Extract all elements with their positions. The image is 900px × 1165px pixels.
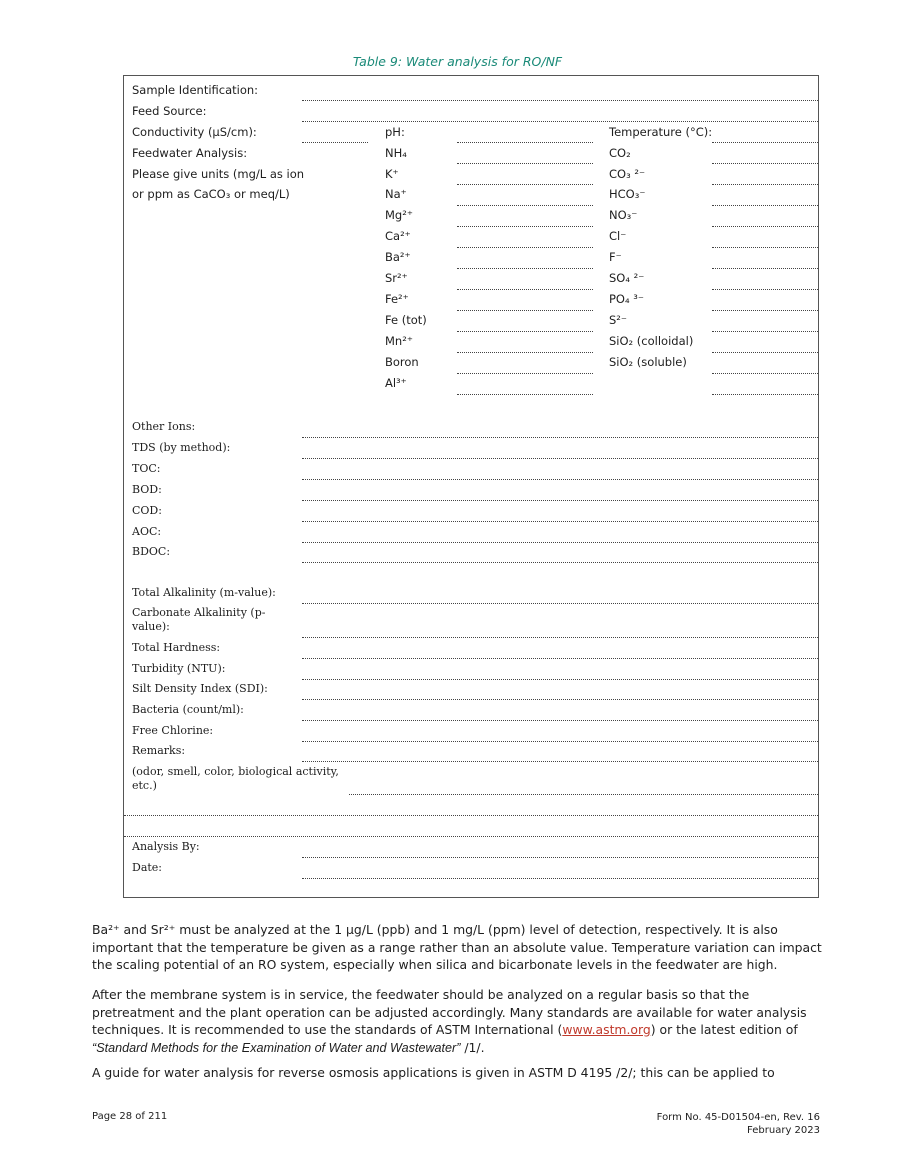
cation-label: K⁺ bbox=[385, 167, 399, 181]
anion-field[interactable] bbox=[712, 331, 818, 332]
form-number-text: Form No. 45-D01504-en, Rev. 16 bbox=[656, 1112, 820, 1123]
anion-field[interactable] bbox=[712, 268, 818, 269]
tds-label: TDS (by method): bbox=[132, 441, 231, 454]
form-number bbox=[657, 1111, 820, 1137]
anion-field[interactable] bbox=[712, 226, 818, 227]
anion-field[interactable] bbox=[712, 205, 818, 206]
standard-methods-title: “Standard Methods for the Examination of Water and Wastewater” bbox=[92, 1040, 461, 1055]
ph-field[interactable] bbox=[457, 142, 593, 143]
anion-field[interactable] bbox=[712, 163, 818, 164]
toc-label: TOC: bbox=[132, 462, 161, 475]
analysis-by-label: Analysis By: bbox=[132, 840, 200, 853]
anion-label: SiO₂ (colloidal) bbox=[609, 334, 694, 348]
paragraph-text: ) or the latest edition of bbox=[650, 1022, 798, 1037]
conductivity-field[interactable] bbox=[302, 142, 368, 143]
cation-label: Mn²⁺ bbox=[385, 334, 413, 348]
astm-link[interactable]: www.astm.org bbox=[562, 1022, 651, 1037]
date-field[interactable] bbox=[302, 878, 818, 879]
anion-field[interactable] bbox=[712, 289, 818, 290]
cation-label: Boron bbox=[385, 355, 419, 369]
sdi-label: Silt Density Index (SDI): bbox=[132, 682, 268, 695]
feed-source-field[interactable] bbox=[302, 121, 818, 122]
reference-marker: /1/. bbox=[460, 1039, 485, 1055]
anion-field[interactable] bbox=[712, 394, 818, 395]
cation-field[interactable] bbox=[457, 226, 593, 227]
cod-label: COD: bbox=[132, 504, 162, 517]
feedwater-analysis-label: Feedwater Analysis: bbox=[132, 146, 248, 160]
form-date: February 2023 bbox=[747, 1125, 820, 1136]
cation-field[interactable] bbox=[457, 205, 593, 206]
feed-source-label: Feed Source: bbox=[132, 104, 207, 118]
turbidity-label: Turbidity (NTU): bbox=[132, 662, 226, 675]
anion-field[interactable] bbox=[712, 373, 818, 374]
remarks-field[interactable] bbox=[302, 761, 818, 762]
table-caption: Table 9: Water analysis for RO/NF bbox=[352, 54, 563, 69]
tds-field[interactable] bbox=[302, 458, 818, 459]
cation-field[interactable] bbox=[457, 289, 593, 290]
water-analysis-form bbox=[123, 75, 819, 898]
cation-field[interactable] bbox=[457, 163, 593, 164]
bdoc-field[interactable] bbox=[302, 562, 818, 563]
cation-label: NH₄ bbox=[385, 146, 407, 160]
remarks-note-field[interactable] bbox=[349, 794, 818, 795]
anion-field[interactable] bbox=[712, 352, 818, 353]
anion-label: CO₂ bbox=[609, 146, 631, 160]
anion-label: PO₄ ³⁻ bbox=[609, 292, 644, 306]
anion-label: SO₄ ²⁻ bbox=[609, 271, 645, 285]
toc-field[interactable] bbox=[302, 479, 818, 480]
temperature-field[interactable] bbox=[712, 142, 818, 143]
cation-field[interactable] bbox=[457, 373, 593, 374]
anion-label: CO₃ ²⁻ bbox=[609, 167, 646, 181]
remarks-label: Remarks: bbox=[132, 744, 186, 757]
total-alkalinity-label: Total Alkalinity (m-value): bbox=[132, 586, 276, 599]
anion-label: S²⁻ bbox=[609, 313, 627, 327]
cation-field[interactable] bbox=[457, 310, 593, 311]
cod-field[interactable] bbox=[302, 521, 818, 522]
cation-field[interactable] bbox=[457, 352, 593, 353]
total-hardness-field[interactable] bbox=[302, 658, 818, 659]
bdoc-label: BDOC: bbox=[132, 545, 171, 558]
sample-identification-label: Sample Identification: bbox=[132, 83, 259, 97]
anion-field[interactable] bbox=[712, 310, 818, 311]
aoc-label: AOC: bbox=[132, 525, 162, 538]
cation-field[interactable] bbox=[457, 268, 593, 269]
remarks-extra-line[interactable] bbox=[124, 815, 818, 816]
cation-label: Al³⁺ bbox=[385, 376, 407, 390]
anion-label: F⁻ bbox=[609, 250, 622, 264]
free-chlorine-field[interactable] bbox=[302, 741, 818, 742]
anion-label: SiO₂ (soluble) bbox=[609, 355, 687, 369]
sdi-field[interactable] bbox=[302, 699, 818, 700]
free-chlorine-label: Free Chlorine: bbox=[132, 724, 214, 737]
total-alkalinity-field[interactable] bbox=[302, 603, 818, 604]
sample-identification-field[interactable] bbox=[302, 100, 818, 101]
cation-label: Fe²⁺ bbox=[385, 292, 409, 306]
bacteria-field[interactable] bbox=[302, 720, 818, 721]
conductivity-label: Conductivity (µS/cm): bbox=[132, 125, 257, 139]
anion-label: Cl⁻ bbox=[609, 229, 627, 243]
temperature-label: Temperature (°C): bbox=[609, 125, 713, 139]
cation-field[interactable] bbox=[457, 184, 593, 185]
carbonate-alkalinity-label: Carbonate Alkalinity (p-value): bbox=[132, 606, 266, 633]
cation-label: Na⁺ bbox=[385, 187, 407, 201]
cation-field[interactable] bbox=[457, 331, 593, 332]
cation-label: Sr²⁺ bbox=[385, 271, 408, 285]
cation-field[interactable] bbox=[457, 394, 593, 395]
ph-label: pH: bbox=[385, 125, 405, 139]
cation-label: Ba²⁺ bbox=[385, 250, 411, 264]
bod-label: BOD: bbox=[132, 483, 162, 496]
anion-label: HCO₃⁻ bbox=[609, 187, 646, 201]
carbonate-alkalinity-field[interactable] bbox=[302, 637, 818, 638]
paragraph-regular-analysis bbox=[92, 986, 827, 1057]
cation-label: Ca²⁺ bbox=[385, 229, 411, 243]
paragraph-text: After the membrane system is in service, the feedwater should be analyzed on a regular basis so that the pretreatment and the plant operation can be adjusted accordingly. Many standards are available for water analysis techniques. It is recommended to use the standards of ASTM International ( bbox=[92, 987, 807, 1037]
units-note-line2: or ppm as CaCO₃ or meq/L) bbox=[132, 187, 290, 201]
analysis-by-field[interactable] bbox=[302, 857, 818, 858]
paragraph-astm-guide: A guide for water analysis for reverse osmosis applications is given in ASTM D 4195 /2/; this can be applied to bbox=[92, 1065, 775, 1080]
cation-label: Fe (tot) bbox=[385, 313, 427, 327]
other-ions-label: Other Ions: bbox=[132, 420, 196, 433]
turbidity-field[interactable] bbox=[302, 679, 818, 680]
other-ions-field[interactable] bbox=[302, 437, 818, 438]
cation-field[interactable] bbox=[457, 247, 593, 248]
units-note-line1: Please give units (mg/L as ion bbox=[132, 167, 305, 181]
anion-label: NO₃⁻ bbox=[609, 208, 638, 222]
divider-line bbox=[124, 836, 818, 837]
bacteria-label: Bacteria (count/ml): bbox=[132, 703, 244, 716]
cation-label: Mg²⁺ bbox=[385, 208, 413, 222]
page-number: Page 28 of 211 bbox=[92, 1111, 168, 1122]
aoc-field[interactable] bbox=[302, 542, 818, 543]
remarks-note: (odor, smell, color, biological activity, etc.) bbox=[132, 765, 339, 792]
bod-field[interactable] bbox=[302, 500, 818, 501]
date-label: Date: bbox=[132, 861, 163, 874]
anion-field[interactable] bbox=[712, 184, 818, 185]
total-hardness-label: Total Hardness: bbox=[132, 641, 221, 654]
anion-field[interactable] bbox=[712, 247, 818, 248]
paragraph-detection-levels: Ba²⁺ and Sr²⁺ must be analyzed at the 1 µg/L (ppb) and 1 mg/L (ppm) level of detection, respectively. It is also important that the temperature be given as a range rather than an absolute value. Temperature variation can impact the scaling potential of an RO system, especially when silica and bicarbonate levels in the feedwater are high. bbox=[92, 922, 822, 972]
